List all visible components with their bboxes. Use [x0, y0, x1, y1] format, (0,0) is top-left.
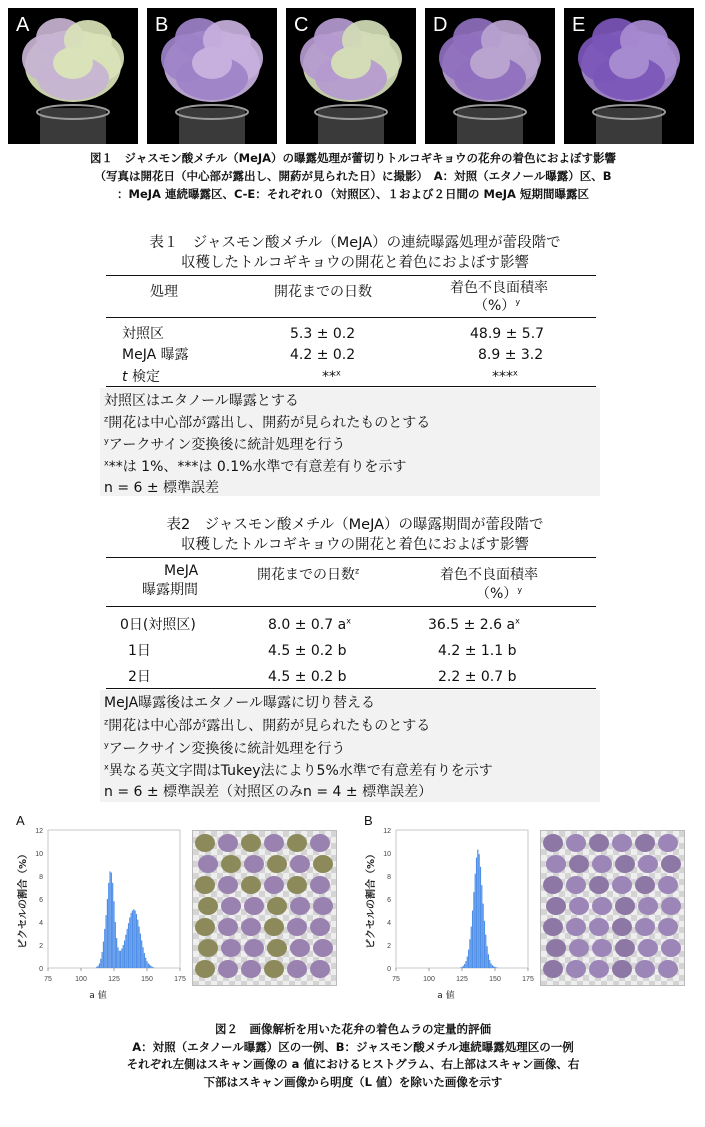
- photo-panel: [425, 8, 555, 144]
- petal-swatch: [546, 939, 566, 957]
- petal-swatch: [543, 876, 563, 894]
- table2-row-days: 4.5 ± 0.2 b: [268, 643, 347, 659]
- histogram-bar: [111, 873, 112, 968]
- petal-swatch: [264, 960, 284, 978]
- petal-swatch: [244, 939, 264, 957]
- petal-center: [470, 47, 510, 79]
- histogram-bar: [137, 920, 138, 968]
- table2-note: $^z$開花は中心部が露出し、開葯が見られたものとする: [104, 717, 431, 734]
- petal-swatch: [635, 918, 655, 936]
- histogram-bar: [124, 940, 125, 968]
- table-title-line: 表2 ジャスモン酸メチル（MeJA）の曝露期間が蕾段階で: [166, 517, 544, 533]
- petal-swatch: [661, 855, 681, 873]
- figure2-panel-letter: A: [16, 813, 25, 828]
- petal-swatch: [612, 834, 632, 852]
- table-title-line: 収穫したトルコギキョウの開花と着色におよぼす影響: [181, 255, 529, 271]
- figure2-caption: [12, 1021, 694, 1091]
- histogram-bar: [98, 966, 99, 968]
- vase-shape: [179, 108, 245, 144]
- petal-swatch: [290, 855, 310, 873]
- histogram-bar: [150, 966, 151, 968]
- table2-note: $^x$異なる英文字間はTukey法により5%水準で有意差有りを示す: [104, 762, 493, 779]
- table1-row-days: 5.3 ± 0.2: [290, 326, 356, 342]
- histogram-bar: [148, 963, 149, 968]
- petal-swatch: [313, 897, 333, 915]
- caption-line: ：MeJA 連続曝露区、C-E：それぞれ０（対照区）、１および２日間の MeJA 短期間曝露区: [117, 187, 589, 201]
- table2-bottom-rule: [106, 688, 596, 689]
- histogram-a: [8, 822, 188, 1001]
- petal-center: [331, 47, 371, 79]
- table1-row-days: 4.2 ± 0.2: [290, 347, 356, 363]
- petal-swatch: [264, 834, 284, 852]
- histogram-bar: [142, 947, 143, 968]
- petal-swatch: [589, 834, 609, 852]
- table1-row-area: 8.9 ± 3.2: [478, 347, 544, 363]
- petal-swatch: [310, 834, 330, 852]
- scan-image-a-petals: [193, 831, 338, 987]
- petal-swatch: [569, 855, 589, 873]
- petal-swatch: [195, 876, 215, 894]
- histogram-b: [356, 822, 536, 1001]
- histogram-bar: [127, 929, 128, 968]
- table2-top-rule: [106, 557, 596, 558]
- petal-swatch: [543, 918, 563, 936]
- histogram-bar: [483, 904, 484, 968]
- petal-swatch: [310, 918, 330, 936]
- histogram-bar: [479, 854, 480, 968]
- y-tick-label: 4: [39, 920, 43, 927]
- petal-swatch: [221, 855, 241, 873]
- photo-label: A: [16, 14, 30, 36]
- table1-test-area: ***$^x$: [492, 368, 518, 385]
- histogram-bar: [135, 911, 136, 969]
- histogram-bar: [463, 966, 464, 968]
- vase-shape: [318, 108, 384, 144]
- table2-row-area: 2.2 ± 0.7 b: [438, 669, 517, 685]
- petal-swatch: [566, 918, 586, 936]
- table1-header-area: 着色不良面積率: [450, 280, 548, 296]
- petal-swatch: [313, 855, 333, 873]
- photo-label: B: [155, 14, 169, 36]
- histogram-bar: [146, 961, 147, 968]
- petal-swatch: [218, 918, 238, 936]
- y-axis-label: ピクセルの割合（%）: [366, 848, 377, 950]
- petal-swatch: [635, 834, 655, 852]
- table2-note: n = 6 ± 標準誤差（対照区のみn = 4 ± 標準誤差）: [104, 784, 433, 800]
- table2-header-days: 開花までの日数$^z$: [257, 566, 360, 583]
- table1-header-treatment: 処理: [150, 284, 178, 300]
- petal-swatch: [569, 897, 589, 915]
- petal-swatch: [589, 918, 609, 936]
- histogram-bar: [481, 885, 482, 968]
- x-tick-label: 175: [174, 976, 186, 983]
- histogram-bar: [145, 958, 146, 968]
- table2-row-period: 2日: [128, 669, 151, 685]
- histogram-bar: [100, 959, 101, 968]
- x-tick-label: 150: [489, 976, 501, 983]
- petal-swatch: [310, 960, 330, 978]
- petal-swatch: [658, 960, 678, 978]
- photo-label: C: [294, 14, 309, 36]
- table1-top-rule: [106, 275, 596, 276]
- histogram-bar: [125, 935, 126, 968]
- table1-note: n = 6 ± 標準誤差: [104, 480, 220, 496]
- petal-swatch: [264, 918, 284, 936]
- petal-swatch: [195, 918, 215, 936]
- table1-note: $^y$アークサイン変換後に統計処理を行う: [104, 436, 346, 453]
- histogram-bar: [96, 967, 97, 968]
- petal-swatch: [241, 834, 261, 852]
- petal-swatch: [264, 876, 284, 894]
- petal-swatch: [267, 897, 287, 915]
- figure1-photo-row: [8, 8, 696, 144]
- histogram-bar: [108, 883, 109, 968]
- histogram-bar: [480, 867, 481, 968]
- petal-swatch: [198, 897, 218, 915]
- petal-swatch: [589, 876, 609, 894]
- y-axis-label: ピクセルの割合（%）: [18, 848, 29, 950]
- table2-header-area-unit: （%）$^y$: [476, 585, 523, 602]
- petal-swatch: [615, 855, 635, 873]
- petal-swatch: [615, 939, 635, 957]
- x-tick-label: 125: [108, 976, 120, 983]
- histogram-bar: [141, 940, 142, 968]
- petal-swatch: [241, 918, 261, 936]
- petal-swatch: [218, 876, 238, 894]
- histogram-bar: [121, 948, 122, 968]
- histogram-bar: [488, 954, 489, 968]
- histogram-bar: [119, 951, 120, 968]
- petal-center: [609, 47, 649, 79]
- petal-swatch: [589, 960, 609, 978]
- petal-swatch: [543, 960, 563, 978]
- histogram-bar: [492, 965, 493, 968]
- histogram-bar: [486, 946, 487, 968]
- petal-swatch: [287, 876, 307, 894]
- table2-row-period: 0日(対照区): [120, 617, 196, 633]
- petal-swatch: [635, 960, 655, 978]
- histogram-bar: [490, 963, 491, 968]
- histogram-bar: [152, 967, 153, 968]
- table-title-line: 収穫したトルコギキョウの開花と着色におよぼす影響: [181, 537, 529, 553]
- x-axis-label: a 値: [437, 991, 455, 1001]
- petal-center: [53, 47, 93, 79]
- y-tick-label: 8: [387, 874, 391, 881]
- y-tick-label: 12: [35, 828, 43, 835]
- petal-swatch: [612, 918, 632, 936]
- histogram-bar: [153, 967, 154, 968]
- y-tick-label: 0: [39, 966, 43, 973]
- petal-swatch: [592, 939, 612, 957]
- petal-swatch: [198, 939, 218, 957]
- table1-header-days: 開花までの日数: [274, 284, 372, 300]
- histogram-bar: [464, 964, 465, 968]
- histogram-bar: [144, 953, 145, 968]
- photo-panel: [564, 8, 694, 144]
- photo-panel: [147, 8, 277, 144]
- histogram-bar: [129, 917, 130, 968]
- caption-line: 図２ 画像解析を用いた花弁の着色ムラの定量的評価: [215, 1022, 491, 1036]
- x-tick-label: 75: [44, 976, 52, 983]
- table2-title: [100, 515, 610, 555]
- histogram-bar: [485, 935, 486, 968]
- histogram-bar: [461, 967, 462, 968]
- histogram-bar: [468, 950, 469, 968]
- caption-line: （写真は開花日（中心部が露出し、開葯が見られた日）に撮影） A：対照（エタノール曝露）区、B: [94, 169, 612, 183]
- vase-shape: [596, 108, 662, 144]
- petal-swatch: [195, 960, 215, 978]
- x-tick-label: 100: [423, 976, 435, 983]
- table2-header-period: MeJA: [164, 563, 199, 579]
- petal-swatch: [241, 960, 261, 978]
- petal-swatch: [310, 876, 330, 894]
- y-tick-label: 10: [35, 851, 43, 858]
- table-title-line: 表１ ジャスモン酸メチル（MeJA）の連続曝露処理が蕾段階で: [149, 235, 561, 251]
- petal-swatch: [195, 834, 215, 852]
- table2-row-days: 4.5 ± 0.2 b: [268, 669, 347, 685]
- petal-swatch: [244, 897, 264, 915]
- histogram-bar: [484, 921, 485, 968]
- petal-swatch: [638, 939, 658, 957]
- x-tick-label: 175: [522, 976, 534, 983]
- petal-swatch: [241, 876, 261, 894]
- y-tick-label: 8: [39, 874, 43, 881]
- x-tick-label: 75: [392, 976, 400, 983]
- petal-swatch: [218, 960, 238, 978]
- x-axis-label: a 値: [89, 991, 107, 1001]
- histogram-bar: [471, 927, 472, 968]
- histogram-bar: [107, 899, 108, 968]
- petal-swatch: [267, 855, 287, 873]
- petal-swatch: [546, 855, 566, 873]
- petal-swatch: [569, 939, 589, 957]
- table1-row-treatment: MeJA 曝露: [122, 347, 189, 363]
- y-tick-label: 10: [383, 851, 391, 858]
- figure1-caption: [12, 149, 694, 203]
- photo-label: E: [572, 14, 586, 36]
- petal-swatch: [287, 960, 307, 978]
- petal-swatch: [267, 939, 287, 957]
- histogram-bar: [477, 850, 478, 968]
- histogram-bar: [99, 963, 100, 968]
- photo-label: D: [433, 14, 448, 36]
- caption-line: 下部はスキャン画像から明度（L 値）を除いた画像を示す: [203, 1074, 503, 1089]
- histogram-bar: [493, 966, 494, 968]
- table2-header-area: 着色不良面積率: [440, 567, 538, 583]
- petal-swatch: [592, 897, 612, 915]
- histogram-bar: [102, 952, 103, 968]
- histogram-bar: [115, 922, 116, 968]
- x-tick-label: 125: [456, 976, 468, 983]
- petal-center: [192, 47, 232, 79]
- caption-line: A：対照（エタノール曝露）区の一例、B：ジャスモン酸メチル連続曝露処理区の一例: [132, 1039, 574, 1054]
- histogram-bar: [476, 858, 477, 968]
- histogram-bar: [109, 871, 110, 968]
- table2-header-period: 曝露期間: [142, 582, 198, 598]
- histogram-bar: [465, 961, 466, 968]
- histogram-bar: [140, 934, 141, 969]
- photo-panel: [286, 8, 416, 144]
- table2-note: $^y$アークサイン変換後に統計処理を行う: [104, 740, 346, 757]
- table1-test-days: **$^x$: [322, 368, 341, 385]
- table2-mid-rule: [106, 606, 596, 607]
- table2-note: MeJA曝露後はエタノール曝露に切り替える: [104, 695, 376, 711]
- histogram-bar: [103, 942, 104, 968]
- histogram-bar: [116, 938, 117, 968]
- histogram-bar: [473, 892, 474, 968]
- petal-swatch: [566, 876, 586, 894]
- scan-image-b: [540, 830, 685, 986]
- histogram-bar: [120, 951, 121, 968]
- petal-swatch: [612, 960, 632, 978]
- petal-swatch: [566, 834, 586, 852]
- petal-swatch: [244, 855, 264, 873]
- histogram-bar: [112, 883, 113, 968]
- vase-shape: [457, 108, 523, 144]
- x-tick-label: 100: [75, 976, 87, 983]
- petal-swatch: [218, 834, 238, 852]
- table1-title: [100, 233, 610, 273]
- petal-swatch: [615, 897, 635, 915]
- table1-note: 対照区はエタノール曝露とする: [104, 393, 299, 409]
- histogram-bar: [460, 967, 461, 968]
- petal-swatch: [287, 834, 307, 852]
- y-tick-label: 6: [387, 897, 391, 904]
- petal-swatch: [290, 939, 310, 957]
- table2-row-area: 36.5 ± 2.6 $a^x$: [428, 616, 520, 633]
- histogram-bar: [117, 947, 118, 968]
- table1-row-treatment: 対照区: [122, 326, 164, 342]
- histogram-bar: [133, 909, 134, 968]
- histogram-bar: [104, 929, 105, 968]
- vase-shape: [40, 108, 106, 144]
- x-tick-label: 150: [141, 976, 153, 983]
- petal-swatch: [290, 897, 310, 915]
- histogram-bar: [123, 945, 124, 968]
- histogram-bar: [475, 874, 476, 968]
- petal-swatch: [612, 876, 632, 894]
- histogram-bar: [494, 967, 495, 968]
- plot-area: [396, 830, 528, 968]
- petal-swatch: [221, 939, 241, 957]
- petal-swatch: [543, 834, 563, 852]
- petal-swatch: [658, 834, 678, 852]
- petal-swatch: [658, 918, 678, 936]
- histogram-bar: [138, 927, 139, 968]
- petal-swatch: [638, 855, 658, 873]
- histogram-bar: [472, 911, 473, 969]
- petal-swatch: [658, 876, 678, 894]
- histogram-bar: [128, 923, 129, 968]
- photo-panel: [8, 8, 138, 144]
- histogram-bar: [131, 913, 132, 968]
- scan-image-b-petals: [541, 831, 686, 987]
- histogram-bar: [113, 901, 114, 968]
- histogram-bar: [132, 911, 133, 969]
- petal-swatch: [661, 939, 681, 957]
- table1-header-area-unit: （%）$^y$: [474, 297, 521, 314]
- petal-swatch: [287, 918, 307, 936]
- histogram-bar: [467, 957, 468, 969]
- petal-swatch: [198, 855, 218, 873]
- caption-line: それぞれ左側はスキャン画像の a 値におけるヒストグラム、右上部はスキャン画像、右: [126, 1057, 580, 1071]
- histogram-bar: [469, 939, 470, 968]
- petal-swatch: [313, 939, 333, 957]
- table1-note: $^x$**は 1%、***は 0.1%水準で有意差有りを示す: [104, 458, 407, 475]
- histogram-bar: [149, 965, 150, 968]
- y-tick-label: 4: [387, 920, 391, 927]
- histogram-bar: [136, 914, 137, 968]
- table1-mid-rule: [106, 317, 596, 318]
- table1-row-area: 48.9 ± 5.7: [470, 326, 545, 342]
- table2-row-area: 4.2 ± 1.1 b: [438, 643, 517, 659]
- petal-swatch: [566, 960, 586, 978]
- petal-swatch: [635, 876, 655, 894]
- y-tick-label: 2: [387, 943, 391, 950]
- y-tick-label: 2: [39, 943, 43, 950]
- figure2-panel-letter: B: [364, 813, 373, 828]
- caption-line: 図１ ジャスモン酸メチル（MeJA）の曝露処理が蕾切りトルコギキョウの花弁の着色におよぼす影響: [89, 151, 617, 165]
- petal-swatch: [638, 897, 658, 915]
- histogram-bar: [496, 967, 497, 968]
- table1-bottom-rule: [106, 386, 596, 387]
- histogram-bar: [489, 960, 490, 968]
- y-tick-label: 6: [39, 897, 43, 904]
- table1-test-label: t 検定: [122, 369, 160, 385]
- y-tick-label: 12: [383, 828, 391, 835]
- petal-swatch: [546, 897, 566, 915]
- table1-note: $^z$開花は中心部が露出し、開葯が見られたものとする: [104, 414, 431, 431]
- petal-swatch: [221, 897, 241, 915]
- y-tick-label: 0: [387, 966, 391, 973]
- petal-swatch: [592, 855, 612, 873]
- table2-row-days: 8.0 ± 0.7 $a^x$: [268, 616, 351, 633]
- histogram-bar: [105, 915, 106, 968]
- scan-image-a: [192, 830, 337, 986]
- petal-swatch: [661, 897, 681, 915]
- table2-row-period: 1日: [128, 643, 151, 659]
